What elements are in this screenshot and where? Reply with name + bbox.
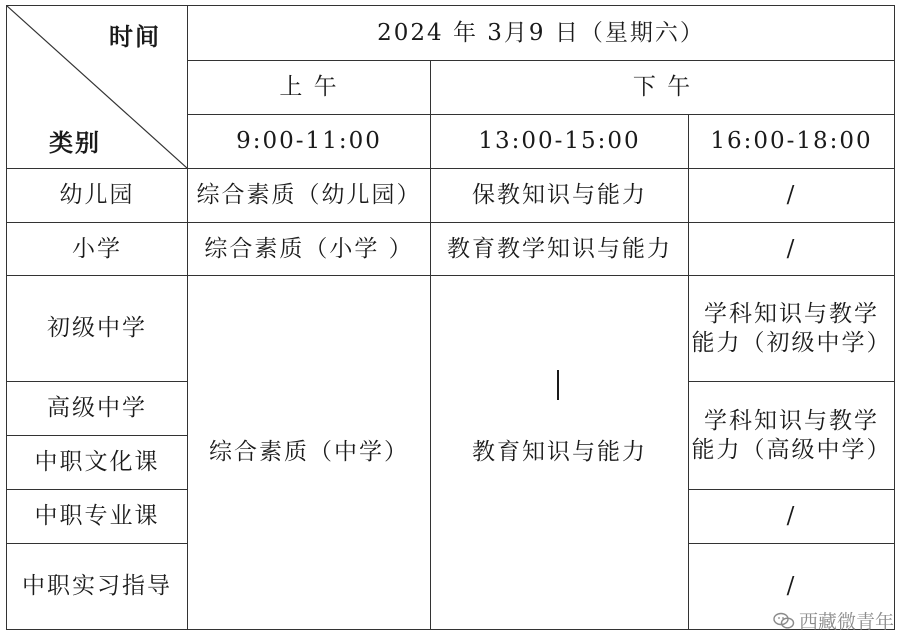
category-primary: 小学	[7, 223, 188, 276]
watermark	[773, 607, 894, 634]
category-senior-high: 高级中学	[7, 382, 188, 436]
morning-header: 上 午	[188, 61, 431, 115]
kindergarten-morning-subject: 综合素质（幼儿园）	[188, 169, 431, 223]
vertical-mark	[557, 370, 559, 400]
secondary-afternoon-subject-cell	[431, 276, 689, 630]
secondary-morning-subject: 综合素质（中学）	[188, 276, 431, 630]
watermark-text: 西藏微青年	[798, 611, 894, 633]
time-slot-morning: 9:00-11:00	[188, 115, 431, 169]
vocational-internship-late-subject: /	[689, 544, 895, 630]
junior-high-late-line2: 能力（初级中学）	[691, 329, 892, 356]
exam-date: 2024 年 3月9 日（星期六）	[188, 6, 895, 61]
header-diagonal-cell	[7, 6, 188, 169]
category-vocational-culture: 中职文化课	[7, 436, 188, 490]
category-vocational-internship: 中职实习指导	[7, 544, 188, 630]
primary-afternoon-subject: 教育教学知识与能力	[431, 223, 689, 276]
category-label: 类别	[49, 129, 101, 157]
afternoon-header: 下 午	[431, 61, 895, 115]
wechat-icon	[773, 612, 795, 630]
primary-morning-subject: 综合素质（小学 ）	[188, 223, 431, 276]
category-vocational-professional: 中职专业课	[7, 490, 188, 544]
category-junior-high: 初级中学	[7, 276, 188, 382]
kindergarten-afternoon-subject: 保教知识与能力	[431, 169, 689, 223]
exam-schedule-table	[6, 5, 895, 630]
senior-high-late-line2: 能力（高级中学）	[691, 436, 892, 463]
senior-high-late-line1: 学科知识与教学	[704, 407, 879, 434]
time-slot-afternoon-1: 13:00-15:00	[431, 115, 689, 169]
primary-late-subject: /	[689, 223, 895, 276]
junior-high-late-subject	[689, 276, 895, 382]
senior-high-late-subject	[689, 382, 895, 490]
junior-high-late-line1: 学科知识与教学	[704, 300, 879, 327]
time-slot-afternoon-2: 16:00-18:00	[689, 115, 895, 169]
kindergarten-late-subject: /	[689, 169, 895, 223]
category-kindergarten: 幼儿园	[7, 169, 188, 223]
vocational-professional-late-subject: /	[689, 490, 895, 544]
time-label: 时间	[109, 23, 161, 51]
secondary-afternoon-subject: 教育知识与能力	[472, 439, 647, 466]
